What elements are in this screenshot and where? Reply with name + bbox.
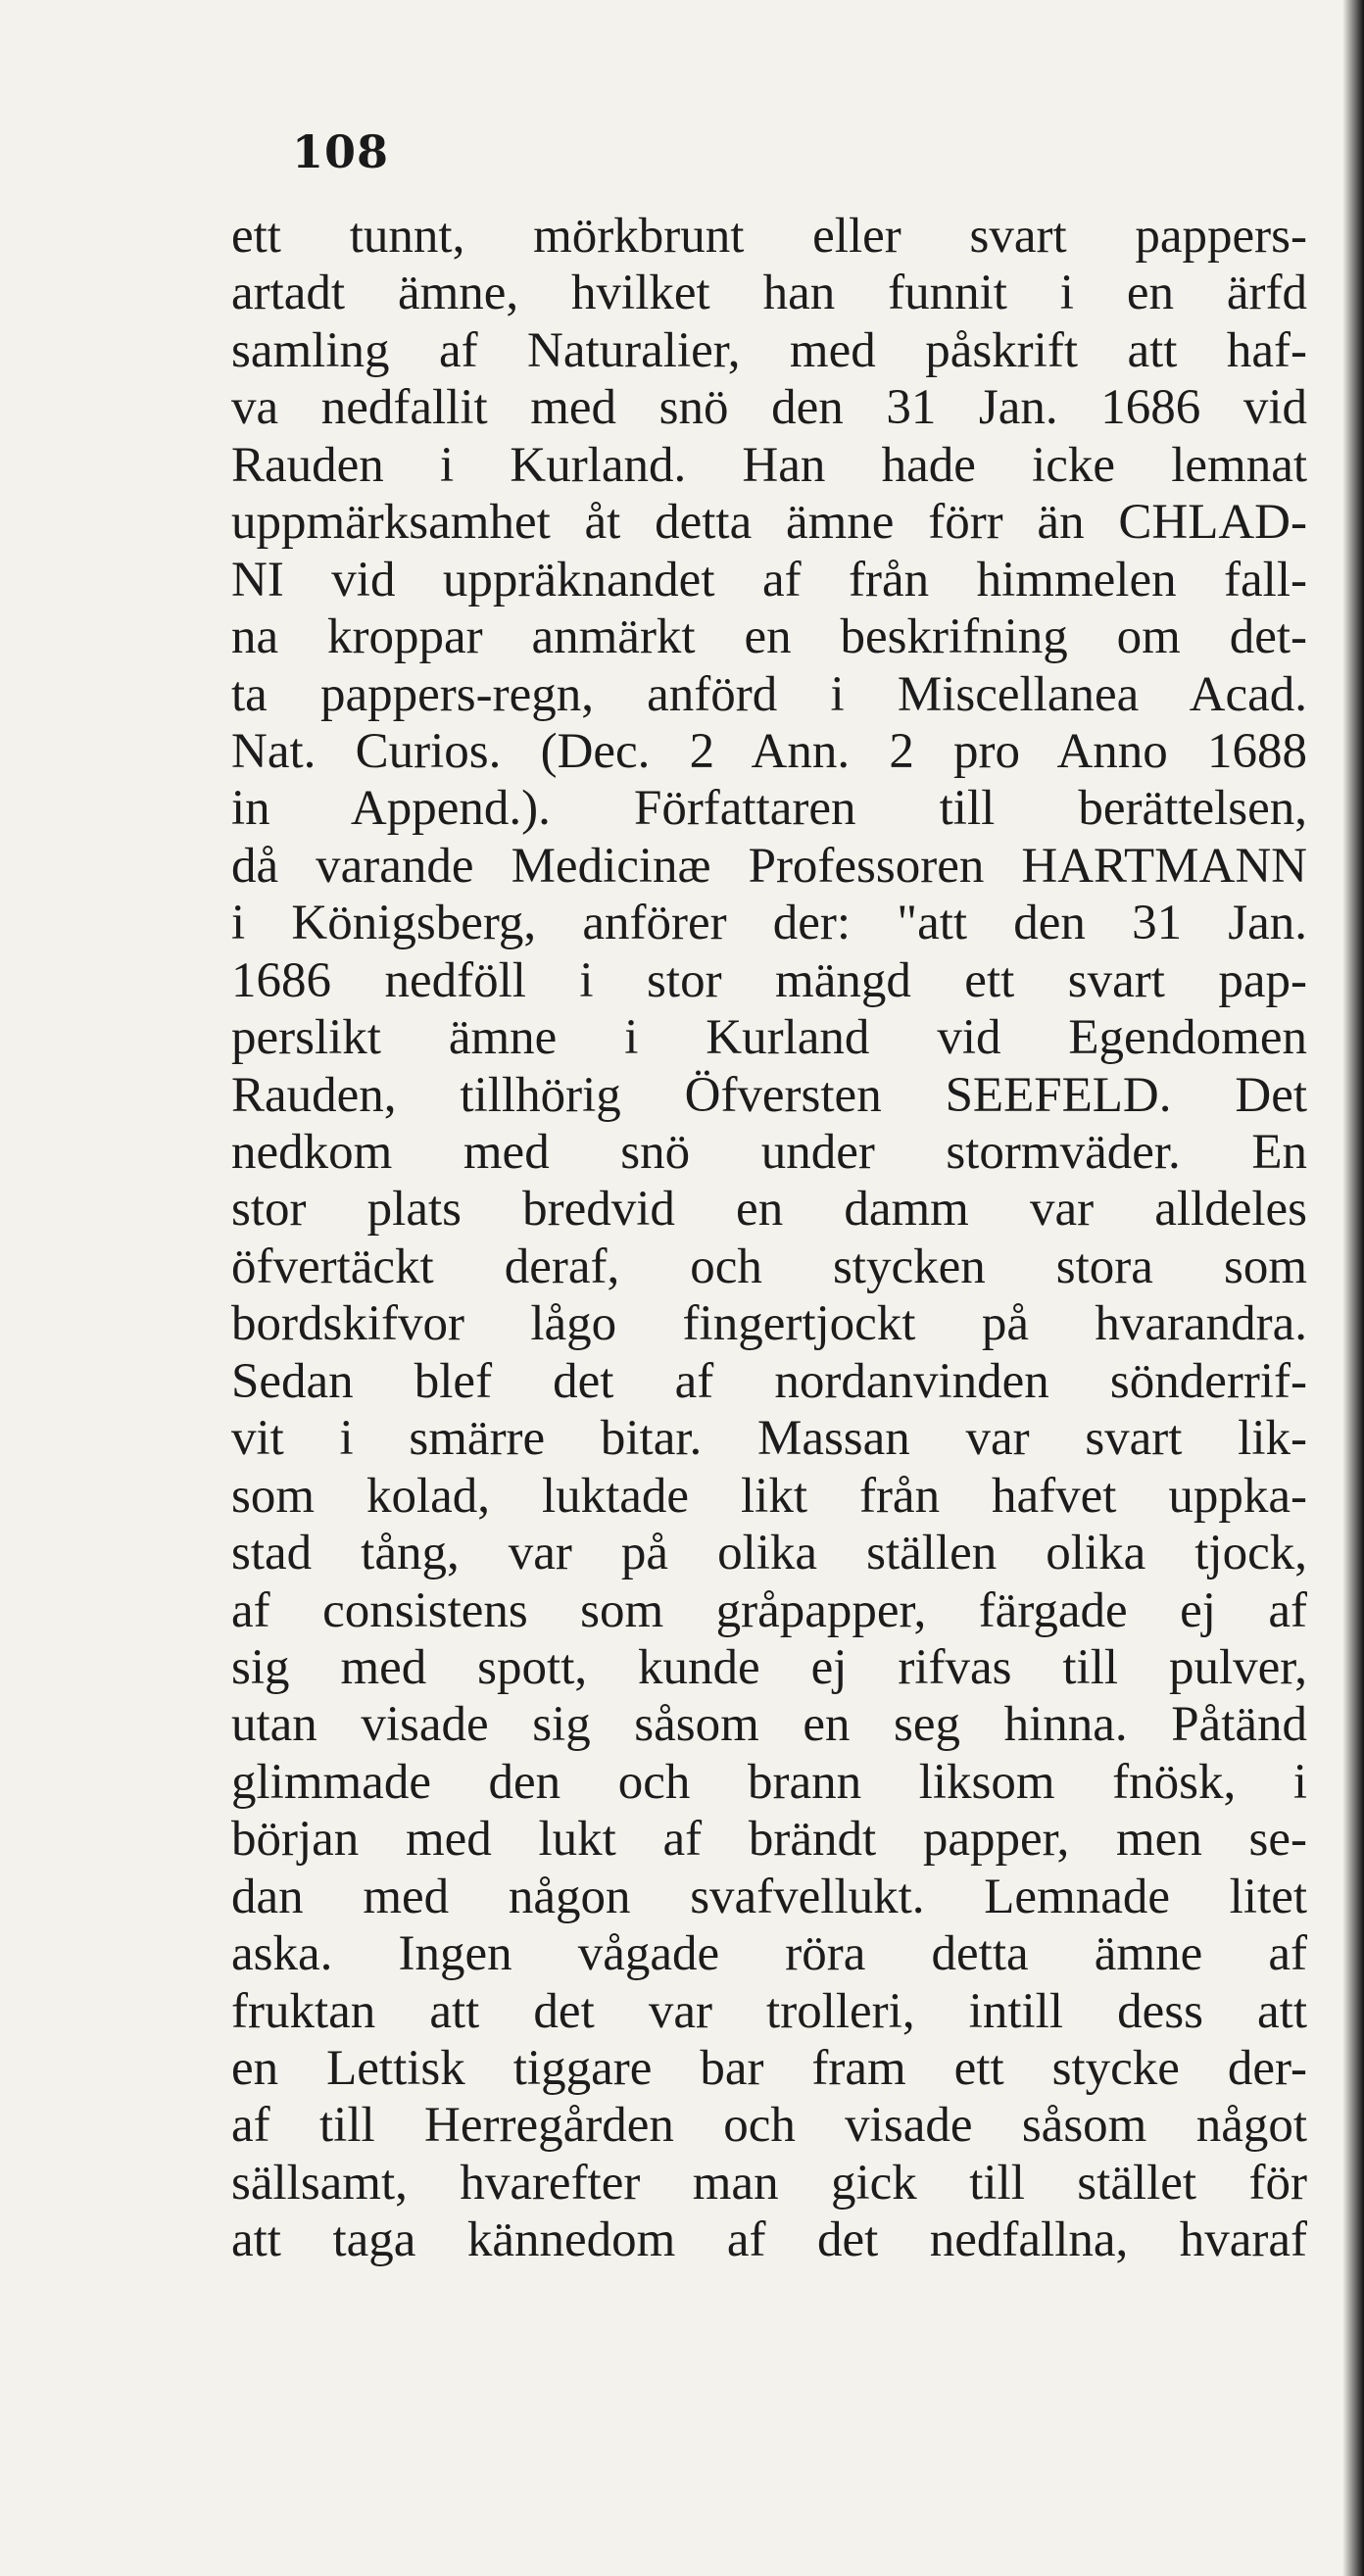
text-line: Nat. Curios. (Dec. 2 Ann. 2 pro Anno 1688: [231, 723, 1307, 779]
text-line: Rauden, tillhörig Öfversten SEEFELD. Det: [231, 1067, 1307, 1123]
text-line: af till Herregården och visade såsom något: [231, 2098, 1307, 2154]
text-line: sig med spott, kunde ej rifvas till pulver,: [231, 1639, 1307, 1695]
text-line: NI vid uppräknandet af från himmelen fall-: [231, 552, 1307, 608]
text-line: då varande Medicinæ Professoren HARTMANN: [231, 838, 1307, 894]
text-line: fruktan att det var trolleri, intill dess att: [231, 1983, 1307, 2039]
text-line: Sedan blef det af nordanvinden sönderrif-: [231, 1353, 1307, 1409]
text-line: Rauden i Kurland. Han hade icke lemnat: [231, 437, 1307, 493]
text-line: perslikt ämne i Kurland vid Egendomen: [231, 1010, 1307, 1066]
text-line: bordskifvor lågo fingertjockt på hvarandra.: [231, 1296, 1307, 1352]
text-line: 1686 nedföll i stor mängd ett svart pap-: [231, 952, 1307, 1008]
text-line: aska. Ingen vågade röra detta ämne af: [231, 1926, 1307, 1982]
text-line: na kroppar anmärkt en beskrifning om det-: [231, 609, 1307, 665]
text-line: samling af Naturalier, med påskrift att haf-: [231, 322, 1307, 378]
text-line: i Königsberg, anförer der: "att den 31 Jan.: [231, 896, 1307, 951]
text-line: artadt ämne, hvilket han funnit i en ärfd: [231, 266, 1307, 321]
text-line: början med lukt af brändt papper, men se-: [231, 1812, 1307, 1868]
text-line: stad tång, var på olika ställen olika tjock,: [231, 1526, 1307, 1581]
text-line: dan med någon svafvellukt. Lemnade litet: [231, 1869, 1307, 1924]
text-line: sällsamt, hvarefter man gick till stället för: [231, 2155, 1307, 2211]
text-line: in Append.). Författaren till berättelsen,: [231, 781, 1307, 837]
text-line: stor plats bredvid en damm var alldeles: [231, 1182, 1307, 1238]
text-line: va nedfallit med snö den 31 Jan. 1686 vid: [231, 380, 1307, 436]
text-line: en Lettisk tiggare bar fram ett stycke der-: [231, 2041, 1307, 2096]
text-line: öfvertäckt deraf, och stycken stora som: [231, 1239, 1307, 1294]
text-line: att taga kännedom af det nedfallna, hvaraf: [231, 2212, 1307, 2268]
text-line: som kolad, luktade likt från hafvet uppka-: [231, 1468, 1307, 1524]
text-line: nedkom med snö under stormväder. En: [231, 1125, 1307, 1180]
text-line: glimmade den och brann liksom fnösk, i: [231, 1754, 1307, 1810]
text-line: ett tunnt, mörkbrunt eller svart pappers-: [231, 209, 1307, 264]
body-text: [231, 208, 1307, 2269]
text-line: uppmärksamhet åt detta ämne förr än CHLAD-: [231, 495, 1307, 551]
text-line: af consistens som gråpapper, färgade ej af: [231, 1582, 1307, 1638]
text-line: ta pappers-regn, anförd i Miscellanea Acad.: [231, 666, 1307, 722]
page-number: 108: [292, 125, 390, 178]
text-line: vit i smärre bitar. Massan var svart lik-: [231, 1411, 1307, 1467]
text-line: utan visade sig såsom en seg hinna. Påtänd: [231, 1697, 1307, 1753]
